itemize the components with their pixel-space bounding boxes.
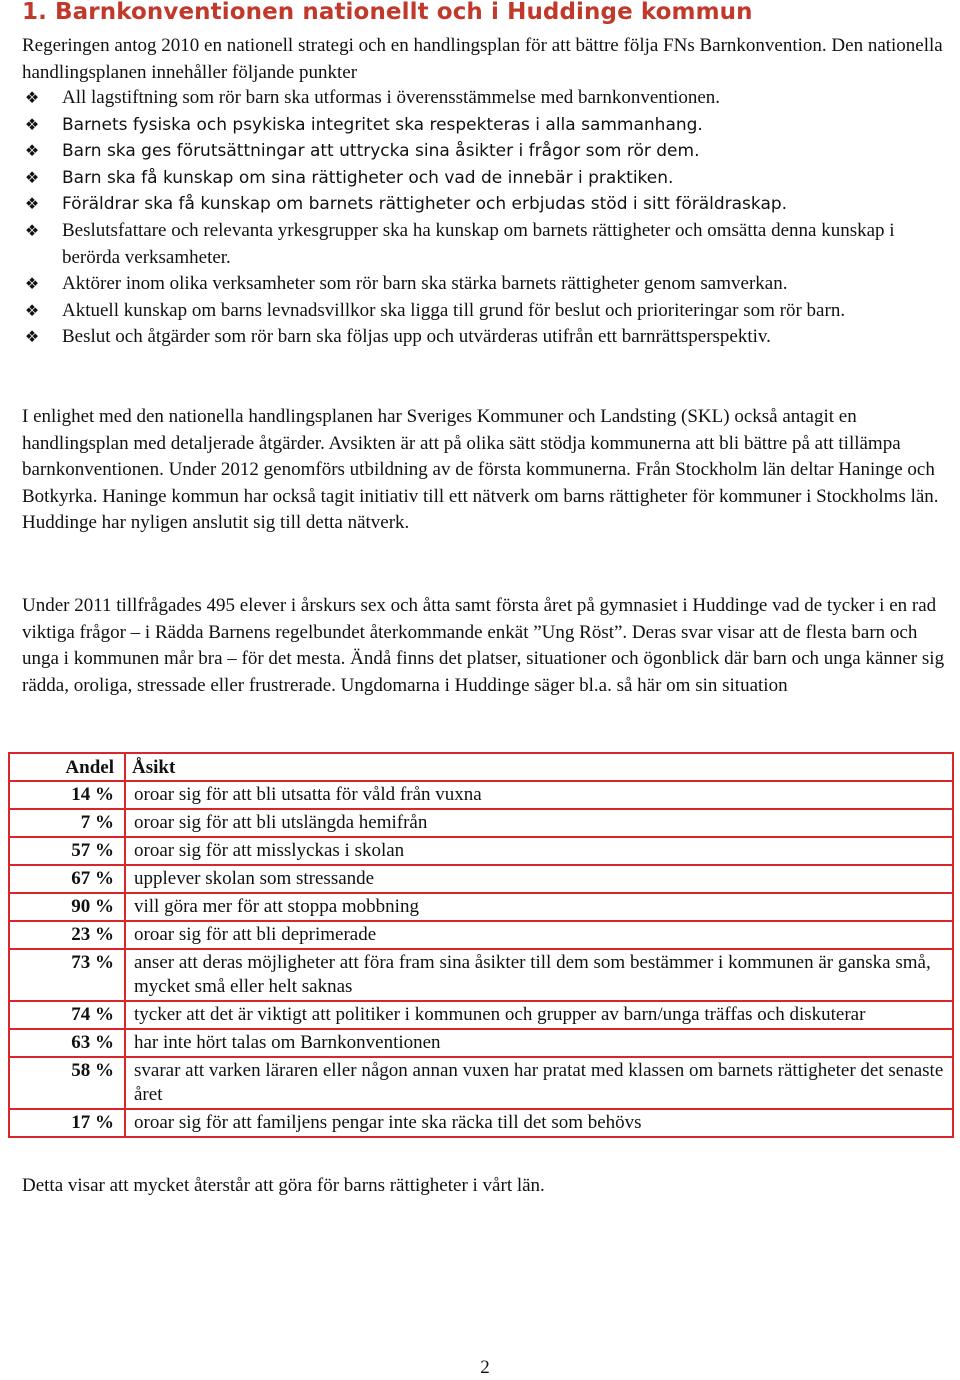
table-row	[9, 1109, 953, 1137]
table-row	[9, 921, 953, 949]
table-row	[9, 809, 953, 837]
bullet-text: Barnets fysiska och psykiska integritet ska respekteras i alla sammanhang.	[62, 114, 703, 135]
row-opinion: har inte hört talas om Barnkonventionen	[125, 1029, 953, 1057]
row-opinion: oroar sig för att familjens pengar inte ska räcka till det som behövs	[125, 1109, 953, 1137]
row-opinion: oroar sig för att misslyckas i skolan	[125, 837, 953, 865]
survey-results-table	[8, 752, 954, 1138]
row-percentage: 67 %	[9, 865, 125, 893]
table-row	[9, 949, 953, 1001]
table-row	[9, 1057, 953, 1109]
action-plan-bullet-list	[22, 85, 947, 351]
row-percentage: 23 %	[9, 921, 125, 949]
bullet-text: All lagstiftning som rör barn ska utformas i överensstämmelse med barnkonventionen.	[62, 87, 720, 108]
table-header-row	[9, 753, 953, 781]
four-diamond-bullet-icon: ❖	[24, 300, 40, 320]
bullet-item	[22, 324, 947, 351]
bullet-text: Aktuell kunskap om barns levnadsvillkor ska ligga till grund för beslut och prioriteringar som rör barn.	[62, 299, 846, 321]
bullet-text: Barn ska få kunskap om sina rättigheter och vad de innebär i praktiken.	[62, 167, 674, 188]
row-percentage: 57 %	[9, 837, 125, 865]
table-row	[9, 781, 953, 809]
bullet-item	[22, 85, 947, 112]
intro-paragraph: Regeringen antog 2010 en nationell strategi och en handlingsplan för att bättre följa FNs Barnkonvention. Den nationella handlingsplanen innehåller följande punkter	[22, 35, 943, 83]
row-percentage: 14 %	[9, 781, 125, 809]
row-opinion: tycker att det är viktigt att politiker i kommunen och grupper av barn/unga träffas och diskuterar	[125, 1001, 953, 1029]
row-opinion: anser att deras möjligheter att föra fram sina åsikter till dem som bestämmer i kommunen är ganska små, mycket små eller helt saknas	[125, 949, 953, 1001]
row-percentage: 90 %	[9, 893, 125, 921]
four-diamond-bullet-icon: ❖	[24, 114, 40, 134]
table-body	[9, 781, 953, 1137]
table-row	[9, 893, 953, 921]
row-percentage: 58 %	[9, 1057, 125, 1109]
row-opinion: svarar att varken läraren eller någon annan vuxen har pratat med klassen om barnets rättigheter det senaste året	[125, 1057, 953, 1109]
table-row	[9, 865, 953, 893]
bullet-item	[22, 218, 947, 271]
four-diamond-bullet-icon: ❖	[24, 88, 40, 107]
four-diamond-bullet-icon: ❖	[24, 327, 40, 347]
bullet-item	[22, 165, 947, 192]
page-number: 2	[480, 1357, 490, 1378]
row-opinion: upplever skolan som stressande	[125, 865, 953, 893]
bullet-item	[22, 112, 947, 139]
bullet-item	[22, 298, 947, 325]
bullet-text: Föräldrar ska få kunskap om barnets rättigheter och erbjudas stöd i sitt föräldraskap.	[62, 194, 788, 215]
bullet-item	[22, 271, 947, 298]
table-row	[9, 1001, 953, 1029]
bullet-text: Barn ska ges förutsättningar att uttrycka sina åsikter i frågor som rör dem.	[62, 141, 700, 162]
row-opinion: oroar sig för att bli utsatta för våld från vuxna	[125, 781, 953, 809]
header-andel: Andel	[9, 753, 125, 781]
conclusion-paragraph: Detta visar att mycket återstår att göra för barns rättigheter i vårt län.	[22, 1175, 545, 1196]
skl-paragraph: I enlighet med den nationella handlingsplanen har Sveriges Kommuner och Landsting (SKL) också antagit en handlingsplan med detaljerade åtgärder. Avsikten är att på olika sätt stödja kommunerna att bli bättre på att tillämpa barnkonventionen. Under 2012 genomförs utbildning av de första kommunerna. Från Stockholm län deltar Haninge och Botkyrka. Haninge kommun har också tagit initiativ till ett nätverk om barns rättigheter för kommuner i Stockholms län. Huddinge har nyligen anslutit sig till detta nätverk.	[22, 406, 939, 534]
survey-paragraph: Under 2011 tillfrågades 495 elever i årskurs sex och åtta samt första året på gymnasiet i Huddinge vad de tycker i en rad viktiga frågor – i Rädda Barnens regelbundet återkommande enkät ”Ung Röst”. Deras svar visar att de flesta barn och unga i kommunen mår bra – för det mesta. Ändå finns det platser, situationer och ögonblick där barn och unga känner sig rädda, oroliga, stressade eller frustrerade. Ungdomarna i Huddinge säger bl.a. så här om sin situation	[22, 595, 945, 696]
four-diamond-bullet-icon: ❖	[24, 167, 40, 187]
four-diamond-bullet-icon: ❖	[24, 194, 40, 214]
row-percentage: 74 %	[9, 1001, 125, 1029]
row-opinion: oroar sig för att bli utslängda hemifrån	[125, 809, 953, 837]
row-opinion: vill göra mer för att stoppa mobbning	[125, 893, 953, 921]
row-percentage: 73 %	[9, 949, 125, 1001]
row-opinion: oroar sig för att bli deprimerade	[125, 921, 953, 949]
row-percentage: 63 %	[9, 1029, 125, 1057]
four-diamond-bullet-icon: ❖	[24, 274, 40, 294]
table-row	[9, 1029, 953, 1057]
bullet-text: Aktörer inom olika verksamheter som rör barn ska stärka barnets rättigheter genom samverkan.	[62, 273, 788, 295]
bullet-text: Beslutsfattare och relevanta yrkesgrupper ska ha kunskap om barnets rättigheter och omsätta denna kunskap i berörda verksamheter.	[62, 219, 895, 268]
row-percentage: 17 %	[9, 1109, 125, 1137]
section-heading: 1. Barnkonventionen nationellt och i Huddinge kommun	[22, 0, 753, 25]
bullet-item	[22, 191, 947, 218]
bullet-item	[22, 138, 947, 165]
four-diamond-bullet-icon: ❖	[24, 141, 40, 161]
row-percentage: 7 %	[9, 809, 125, 837]
header-asikt: Åsikt	[125, 753, 953, 781]
bullet-text: Beslut och åtgärder som rör barn ska följas upp och utvärderas utifrån ett barnrättsperspektiv.	[62, 326, 771, 348]
four-diamond-bullet-icon: ❖	[24, 220, 40, 240]
table-row	[9, 837, 953, 865]
